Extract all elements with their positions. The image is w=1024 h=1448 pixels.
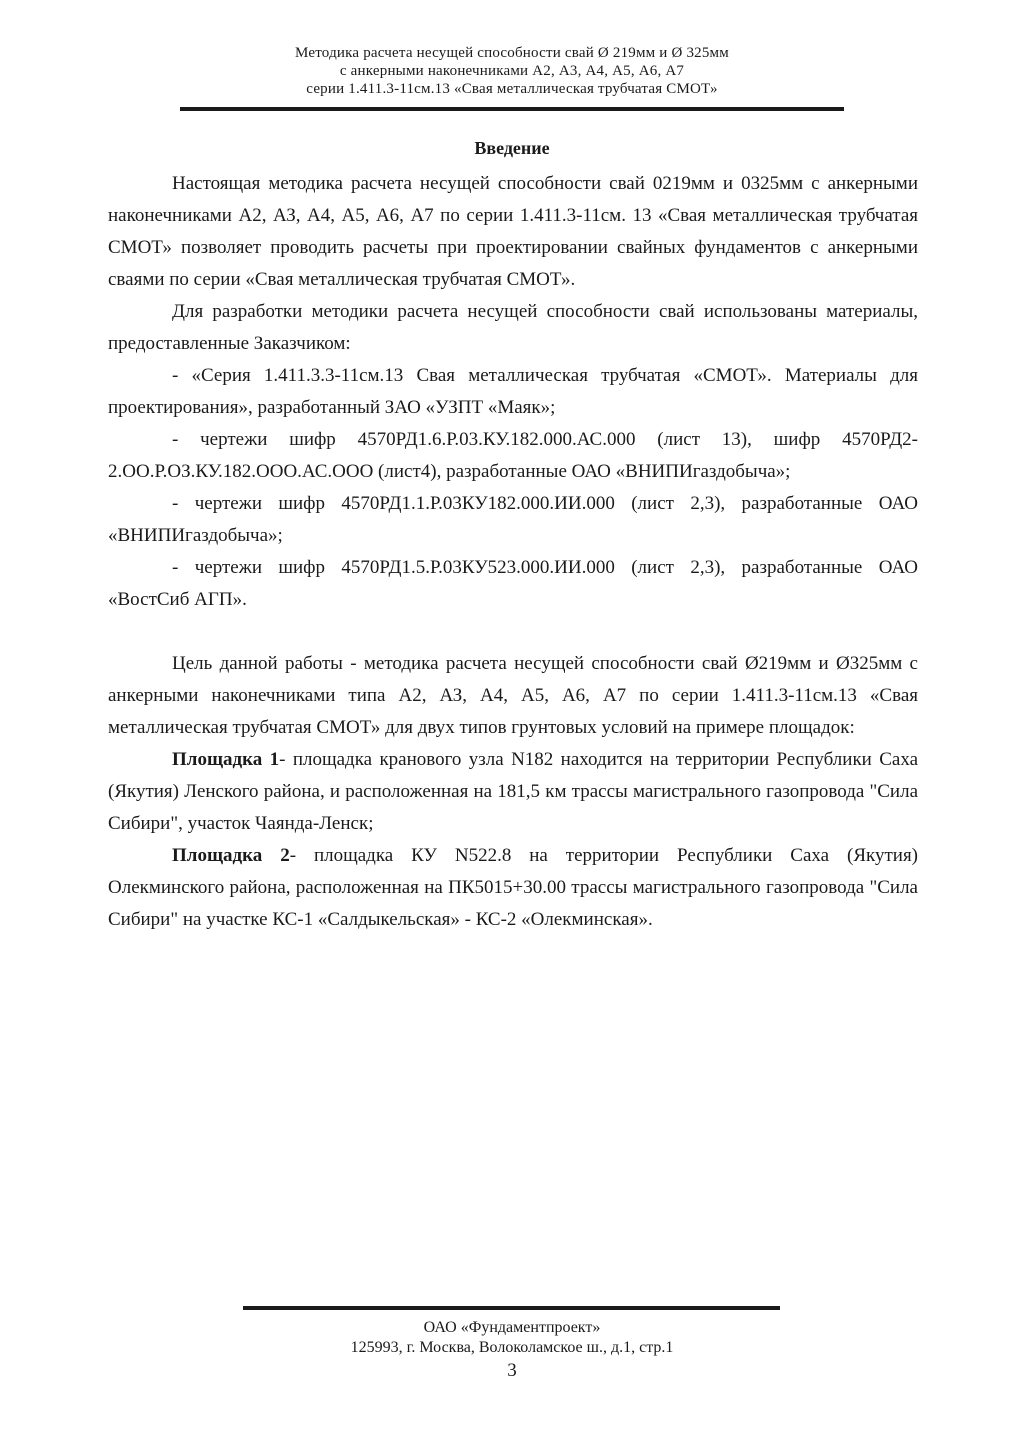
paragraph-site-1: [108, 744, 918, 840]
footer-divider: [243, 1306, 780, 1310]
paragraph-site-2: [108, 840, 918, 936]
list-item-drawings-1: - чертежи шифр 4570РД1.6.Р.03.КУ.182.000.АС.000 (лист 13), шифр 4570РД2-2.ОО.Р.ОЗ.КУ.182.ООО.АС.ООО (лист4), разработанные ОАО «ВНИПИгаздобыча»;: [108, 429, 918, 482]
site-2-label: Площадка 2: [172, 845, 290, 866]
page-footer: [0, 1318, 1024, 1358]
footer-org: ОАО «Фундаментпроект»: [423, 1319, 601, 1336]
section-heading: Введение: [474, 138, 550, 158]
document-body: [108, 168, 918, 936]
site-1-label: Площадка 1: [172, 749, 280, 770]
footer-address: 125993, г. Москва, Волоколамское ш., д.1, стр.1: [350, 1339, 674, 1356]
site-1-text: - площадка кранового узла N182 находится на территории Республики Саха (Якутия) Ленского района, и расположенная на 181,5 км трассы магистрального газопровода "Сила Сибири", участок Чаянда-Ленск;: [108, 749, 919, 834]
paragraph-goal: Цель данной работы - методика расчета несущей способности свай Ø219мм и Ø325мм с анкерными наконечниками типа А2, АЗ, А4, А5, А6, А7 по серии 1.411.3-11см.13 «Свая металлическая трубчатая СМОТ» для двух типов грунтовых условий на примере площадок:: [108, 653, 918, 738]
page-number: 3: [507, 1360, 517, 1381]
header-line-2: с анкерными наконечниками А2, А3, А4, А5, А6, А7: [339, 63, 685, 79]
page-header: [180, 44, 844, 98]
header-line-3: серии 1.411.3-11см.13 «Свая металлическая трубчатая СМОТ»: [306, 81, 718, 97]
list-item-series: - «Серия 1.411.3.3-11см.13 Свая металлическая трубчатая «СМОТ». Материалы для проектирования», разработанный ЗАО «УЗПТ «Маяк»;: [108, 365, 918, 418]
header-divider: [180, 107, 844, 111]
paragraph-materials: Для разработки методики расчета несущей способности свай использованы материалы, предоставленные Заказчиком:: [108, 301, 918, 354]
site-2-text: - площадка КУ N522.8 на территории Республики Саха (Якутия) Олекминского района, расположенная на ПК5015+30.00 трассы магистрального газопровода "Сила Сибири" на участке КС-1 «Салдыкельская» - КС-2 «Олекминская».: [108, 845, 919, 930]
paragraph-intro: Настоящая методика расчета несущей способности свай 0219мм и 0325мм с анкерными наконечниками А2, АЗ, А4, А5, А6, А7 по серии 1.411.3-11см. 13 «Свая металлическая трубчатая СМОТ» позволяет проводить расчеты при проектировании свайных фундаментов с анкерными сваями по серии «Свая металлическая трубчатая СМОТ».: [108, 173, 918, 290]
list-item-drawings-2: - чертежи шифр 4570РД1.1.Р.03КУ182.000.ИИ.000 (лист 2,3), разработанные ОАО «ВНИПИгаздобыча»;: [108, 493, 918, 546]
list-item-drawings-3: - чертежи шифр 4570РД1.5.Р.03КУ523.000.ИИ.000 (лист 2,3), разработанные ОАО «ВостСиб АГП».: [108, 557, 918, 610]
header-line-1: Методика расчета несущей способности свай Ø 219мм и Ø 325мм: [295, 45, 729, 61]
